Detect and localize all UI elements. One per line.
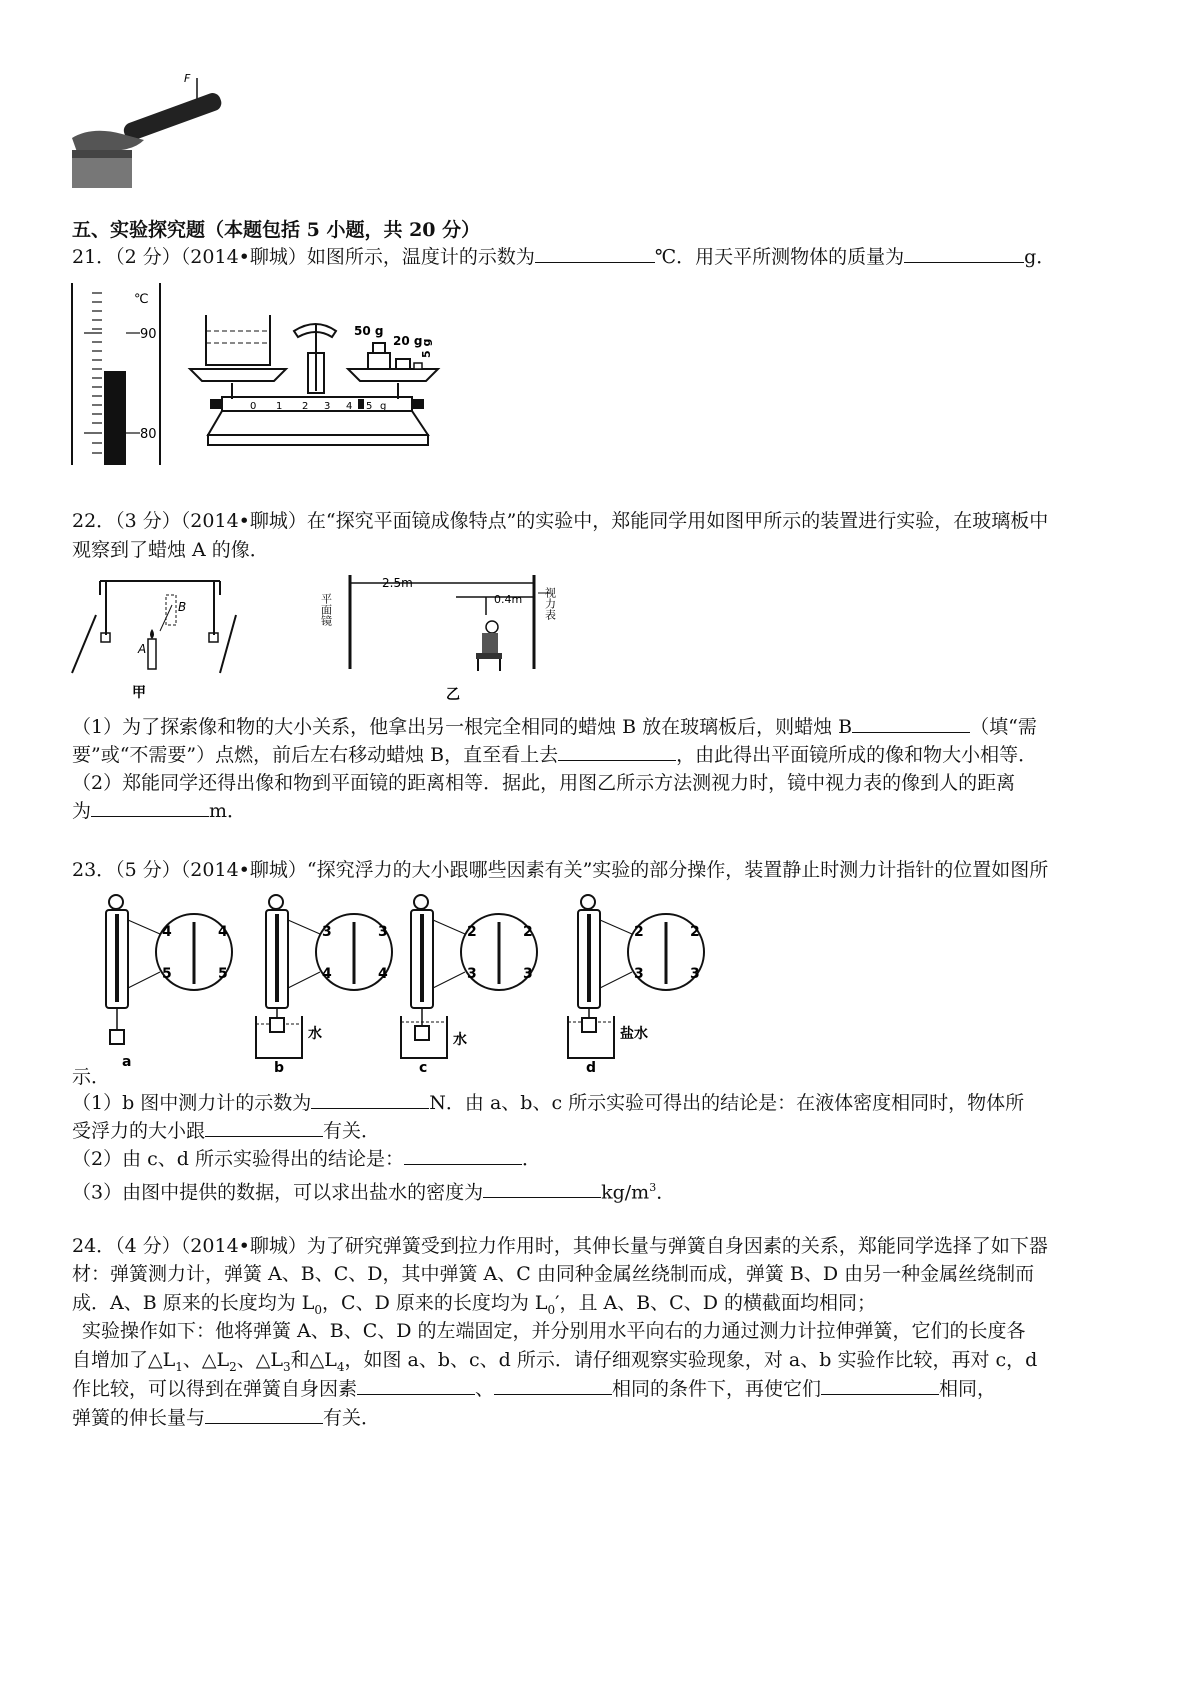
- scale-b-bottom-right: 4: [378, 966, 388, 982]
- q23-p1-b: N．由 a、b、c 所示实验可得出的结论是：在液体密度相同时，物体所: [429, 1092, 1025, 1114]
- q22-line1: 22．（3 分）（2014•聊城）在“探究平面镜成像特点”的实验中，郑能同学用如图甲所示的装置进行实验，在玻璃板中: [72, 510, 1049, 532]
- scale-c-top-left: 2: [467, 924, 477, 940]
- distance-2-5m: 2.5m: [382, 576, 413, 590]
- candle-a-label: A: [138, 642, 147, 656]
- scale-a-bottom-left: 5: [162, 966, 172, 982]
- q23-p3-c: ．: [656, 1181, 676, 1204]
- q24-blank-3: [821, 1376, 939, 1395]
- q24-l3-c: ′，且 A、B、C、D 的横截面均相同；: [555, 1292, 876, 1314]
- scale-d-bottom-left: 3: [634, 966, 644, 982]
- scale-3: 3: [324, 401, 331, 412]
- thermo-tick-90: 90: [140, 327, 157, 342]
- thermometer-figure: [68, 283, 168, 468]
- q22-part2-line2: [72, 798, 246, 824]
- q24-l6-c: 相同的条件下，再使它们: [612, 1378, 822, 1400]
- q22-line2: 观察到了蜡烛 A 的像．: [72, 539, 269, 561]
- scale-2: 2: [302, 401, 309, 412]
- q24-blank-1: [357, 1376, 475, 1395]
- q24-l6-b: 、: [475, 1378, 495, 1400]
- scale-c-top-right: 2: [523, 924, 533, 940]
- q22-p1-a: （1）为了探索像和物的大小关系，他拿出另一根完全相同的蜡烛 B 放在玻璃板后，则蜡烛 B: [72, 716, 853, 738]
- q24-l5-c: 、△L: [236, 1349, 283, 1371]
- q23-p2-b: ．: [521, 1148, 541, 1170]
- q24-blank-4: [205, 1405, 323, 1424]
- hand-rod-figure: [62, 68, 232, 193]
- scale-5: 5: [366, 401, 373, 412]
- scale-d-bottom-right: 3: [690, 966, 700, 982]
- q23-blank-2: [205, 1118, 323, 1137]
- q22-blank-2: [558, 742, 676, 761]
- scale-b-bottom-left: 4: [322, 966, 332, 982]
- q21-text: [72, 244, 1055, 270]
- q21-text-a: 21．（2 分）（2014•聊城）如图所示，温度计的示数为: [72, 246, 535, 268]
- q21-text-b: ℃．用天平所测物体的质量为: [654, 246, 905, 268]
- q22-blank-3: [91, 798, 209, 817]
- weight-5g: 5 g: [420, 338, 433, 358]
- scale-b-top-left: 3: [322, 924, 332, 940]
- scale-d-top-right: 2: [690, 924, 700, 940]
- q24-blank-2: [494, 1376, 612, 1395]
- q24-l3-a: 成．A、B 原来的长度均为 L: [72, 1292, 315, 1314]
- q22-p2-c: m．: [209, 800, 247, 822]
- spring-scale-d: [568, 895, 704, 1076]
- q23-p3-b: kg/m: [601, 1181, 650, 1204]
- scale-1: 1: [276, 401, 283, 412]
- fig-c-label: c: [419, 1060, 428, 1076]
- q24-l6-d: 相同，: [939, 1378, 997, 1400]
- q22-p2-b: 为: [72, 800, 92, 822]
- q24-l5-e: ，如图 a、b、c、d 所示．请仔细观察实验现象，对 a、b 实验作比较，再对 c，d: [344, 1349, 1038, 1371]
- q24-l3-sub0: 0: [314, 1302, 323, 1317]
- q23-blank-4: [483, 1179, 601, 1198]
- scale-c-bottom-left: 3: [467, 966, 477, 982]
- candle-b-label: B: [178, 600, 187, 614]
- q23-blank-1: [311, 1090, 429, 1109]
- mirror-setup-figure-jia: [68, 573, 248, 703]
- q23-part2: [72, 1146, 541, 1172]
- q23-line1: 23．（5 分）（2014•聊城）“探究浮力的大小跟哪些因素有关”实验的部分操作，装置静止时测力计指针的位置如图所: [72, 859, 1049, 881]
- distance-0-4m: 0.4m: [494, 593, 523, 606]
- q24-line4: 实验操作如下：他将弹簧 A、B、C、D 的左端固定，并分别用水平向右的力通过测力计拉伸弹簧，它们的长度各: [82, 1320, 1026, 1342]
- q23-line2: 示．: [72, 1066, 111, 1088]
- spring-scale-c: [401, 895, 537, 1076]
- scale-c-bottom-right: 3: [523, 966, 533, 982]
- spring-scale-figures: [98, 892, 700, 1076]
- q24-l7-b: 有关．: [323, 1407, 381, 1429]
- scale-a-top-right: 4: [218, 924, 228, 940]
- q22-part2-line1: （2）郑能同学还得出像和物到平面镜的距离相等．据此，用图乙所示方法测视力时，镜中视力表的像到人的距离: [72, 772, 1016, 794]
- scale-g: g: [380, 401, 387, 412]
- q23-p1-c: 受浮力的大小跟: [72, 1120, 206, 1142]
- q24-l7-a: 弹簧的伸长量与: [72, 1407, 206, 1429]
- q24-line5: [72, 1347, 1037, 1380]
- q23-part3: [72, 1175, 675, 1205]
- q24-l5-s3: 3: [282, 1359, 291, 1374]
- mirror-label: 平面镜: [319, 593, 333, 626]
- fig-jia-caption: 甲: [132, 685, 146, 701]
- q23-p1-d: 有关．: [323, 1120, 381, 1142]
- q22-part1-line1: [72, 714, 1037, 740]
- spring-scale-a: [106, 895, 232, 1070]
- fig-b-liquid: 水: [308, 1026, 322, 1042]
- fig-a-label: a: [122, 1054, 132, 1070]
- q24-line2: 材：弹簧测力计，弹簧 A、B、C、D，其中弹簧 A、C 由同种金属丝绕制而成，弹簧 B、D 由另一种金属丝绕制而: [72, 1263, 1035, 1285]
- q22-p1-b: （填“需: [970, 716, 1037, 738]
- q23-p1-a: （1）b 图中测力计的示数为: [72, 1092, 312, 1114]
- q24-l5-a: 自增加了△L: [72, 1349, 176, 1371]
- fig-d-label: d: [586, 1060, 597, 1076]
- section-title: 五、实验探究题（本题包括 5 小题，共 20 分）: [72, 219, 481, 241]
- q23-blank-3: [404, 1146, 522, 1165]
- scale-d-top-left: 2: [634, 924, 644, 940]
- scale-a-top-left: 4: [162, 924, 172, 940]
- q24-l6-a: 作比较，可以得到在弹簧自身因素: [72, 1378, 358, 1400]
- scale-4: 4: [346, 401, 353, 412]
- q24-l5-s1: 1: [175, 1359, 183, 1374]
- thermo-unit: ℃: [134, 292, 149, 307]
- q21-text-c: g．: [1024, 246, 1056, 268]
- force-label: F: [184, 72, 191, 85]
- balance-figure: [188, 303, 443, 453]
- q24-line6: [72, 1376, 996, 1402]
- q21-blank-1: [535, 244, 655, 263]
- q24-l5-d: 和△L: [290, 1349, 337, 1371]
- fig-c-liquid: 水: [453, 1032, 467, 1048]
- fig-yi-caption: 乙: [446, 687, 460, 703]
- q24-l5-s2: 2: [229, 1359, 237, 1374]
- q24-l5-b: 、△L: [182, 1349, 230, 1371]
- weight-50g: 50 g: [354, 324, 384, 338]
- scale-a-bottom-right: 5: [218, 966, 228, 982]
- scale-b-top-right: 3: [378, 924, 388, 940]
- weight-20g: 20 g: [393, 334, 423, 348]
- spring-scale-b: [256, 895, 392, 1076]
- q24-line1: 24．（4 分）（2014•聊城）为了研究弹簧受到拉力作用时，其伸长量与弹簧自身因素的关系，郑能同学选择了如下器: [72, 1235, 1048, 1257]
- thermo-tick-80: 80: [140, 427, 157, 442]
- q22-blank-1: [852, 714, 970, 733]
- fig-d-liquid: 盐水: [620, 1026, 648, 1042]
- q23-part1-line1: [72, 1090, 1024, 1116]
- q21-blank-2: [904, 244, 1024, 263]
- fig-b-label: b: [274, 1060, 285, 1076]
- vision-test-figure-yi: [318, 573, 598, 705]
- q23-p3-sup: 3: [649, 1181, 657, 1194]
- q22-p1-d: ，由此得出平面镜所成的像和物大小相等．: [676, 744, 1038, 766]
- q23-p2-a: （2）由 c、d 所示实验得出的结论是：: [72, 1148, 404, 1170]
- q24-l3-sub1: 0: [547, 1302, 556, 1317]
- scale-0: 0: [250, 401, 257, 412]
- q24-line7: [72, 1405, 380, 1431]
- q24-l3-b: ，C、D 原来的长度均为 L: [322, 1292, 548, 1314]
- q23-p3-a: （3）由图中提供的数据，可以求出盐水的密度为: [72, 1181, 484, 1204]
- q22-p1-c: 要”或“不需要”）点燃，前后左右移动蜡烛 B，直至看上去: [72, 744, 559, 766]
- q23-part1-line2: [72, 1118, 380, 1144]
- q24-l5-s4: 4: [336, 1359, 345, 1374]
- chart-label: 视力表: [543, 587, 557, 620]
- q22-part1-line2: [72, 742, 1037, 768]
